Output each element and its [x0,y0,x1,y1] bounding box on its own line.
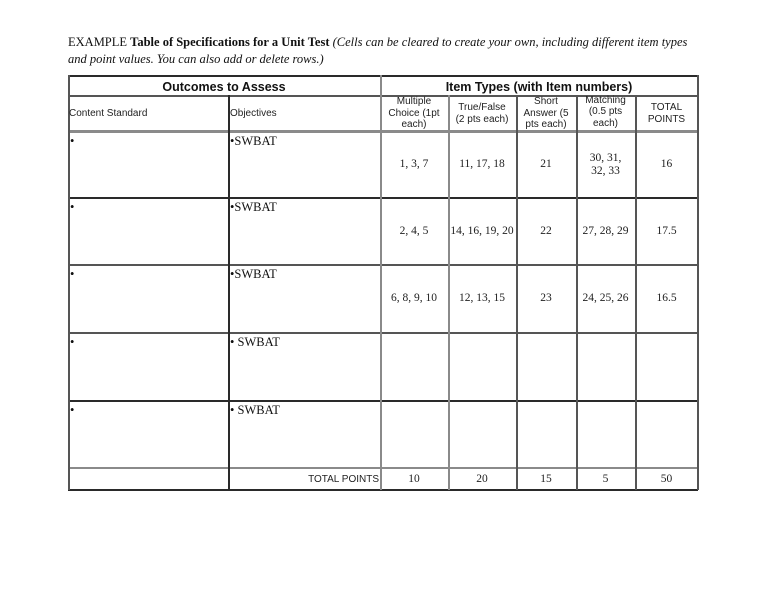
cell-true-false[interactable]: 12, 13, 15 [459,292,505,304]
cell-total[interactable] [635,401,698,467]
cell-content-standard[interactable]: • [70,403,75,417]
total-multiple-choice: 10 [408,472,420,485]
cell-content-standard[interactable]: • [70,335,75,349]
cell-short-answer[interactable]: 21 [540,158,552,170]
column-header-total-points: TOTAL POINTS [647,102,686,125]
cell-total[interactable]: 17.5 [656,224,677,237]
cell-content-standard[interactable]: • [70,134,75,148]
cell-multiple-choice[interactable] [380,333,448,400]
group-header-outcomes: Outcomes to Assess [162,80,286,94]
totals-row-label: TOTAL POINTS [308,473,379,485]
document-title: Table of Specifications for a Unit Test [130,35,330,49]
cell-true-false[interactable] [448,401,516,467]
cell-multiple-choice[interactable]: 1, 3, 7 [399,158,429,170]
total-matching: 5 [602,472,609,485]
cell-multiple-choice[interactable]: 6, 8, 9, 10 [391,292,437,304]
cell-matching[interactable]: 24, 25, 26 [582,292,629,304]
column-header-multiple-choice: Multiple Choice (1pt each) [388,96,440,131]
specifications-table [68,75,698,490]
cell-content-standard[interactable]: • [70,267,75,281]
cell-matching[interactable]: 30, 31, 32, 33 [589,151,622,177]
column-header-objectives: Objectives [230,107,277,119]
total-true-false: 20 [476,472,488,485]
cell-short-answer[interactable] [516,333,576,400]
total-short-answer: 15 [540,472,552,485]
cell-objective[interactable]: • SWBAT [230,403,280,417]
cell-total[interactable]: 16.5 [656,292,677,304]
cell-short-answer[interactable] [516,401,576,467]
cell-matching[interactable]: 27, 28, 29 [582,224,629,237]
cell-short-answer[interactable]: 23 [540,292,552,304]
cell-true-false[interactable]: 11, 17, 18 [459,158,505,170]
cell-total[interactable] [635,333,698,400]
total-points-grand: 50 [660,472,673,485]
document-intro [68,34,708,68]
cell-matching[interactable] [576,333,635,400]
cell-objective[interactable]: •SWBAT [230,200,277,214]
cell-matching[interactable] [576,401,635,467]
cell-short-answer[interactable]: 22 [540,224,552,237]
column-header-true-false: True/False (2 pts each) [455,102,509,125]
cell-multiple-choice[interactable]: 2, 4, 5 [399,224,429,237]
cell-objective[interactable]: •SWBAT [230,134,277,148]
cell-true-false[interactable] [448,333,516,400]
cell-content-standard[interactable]: • [70,200,75,214]
cell-objective[interactable]: •SWBAT [230,267,277,281]
cell-true-false[interactable]: 14, 16, 19, 20 [450,224,514,237]
cell-total[interactable]: 16 [660,158,673,170]
column-header-matching: Matching (0.5 pts each) [585,94,626,129]
intro-note: (Cells can be cleared to create your own, including different item types and point values. You can also add or delete rows.) [68,35,688,66]
column-header-content-standard: Content Standard [69,107,148,119]
column-header-short-answer: Short Answer (5 pts each) [523,96,569,131]
group-header-item-types: Item Types (with Item numbers) [445,80,633,94]
intro-prefix: EXAMPLE [68,35,131,49]
cell-multiple-choice[interactable] [380,401,448,467]
cell-objective[interactable]: • SWBAT [230,335,280,349]
